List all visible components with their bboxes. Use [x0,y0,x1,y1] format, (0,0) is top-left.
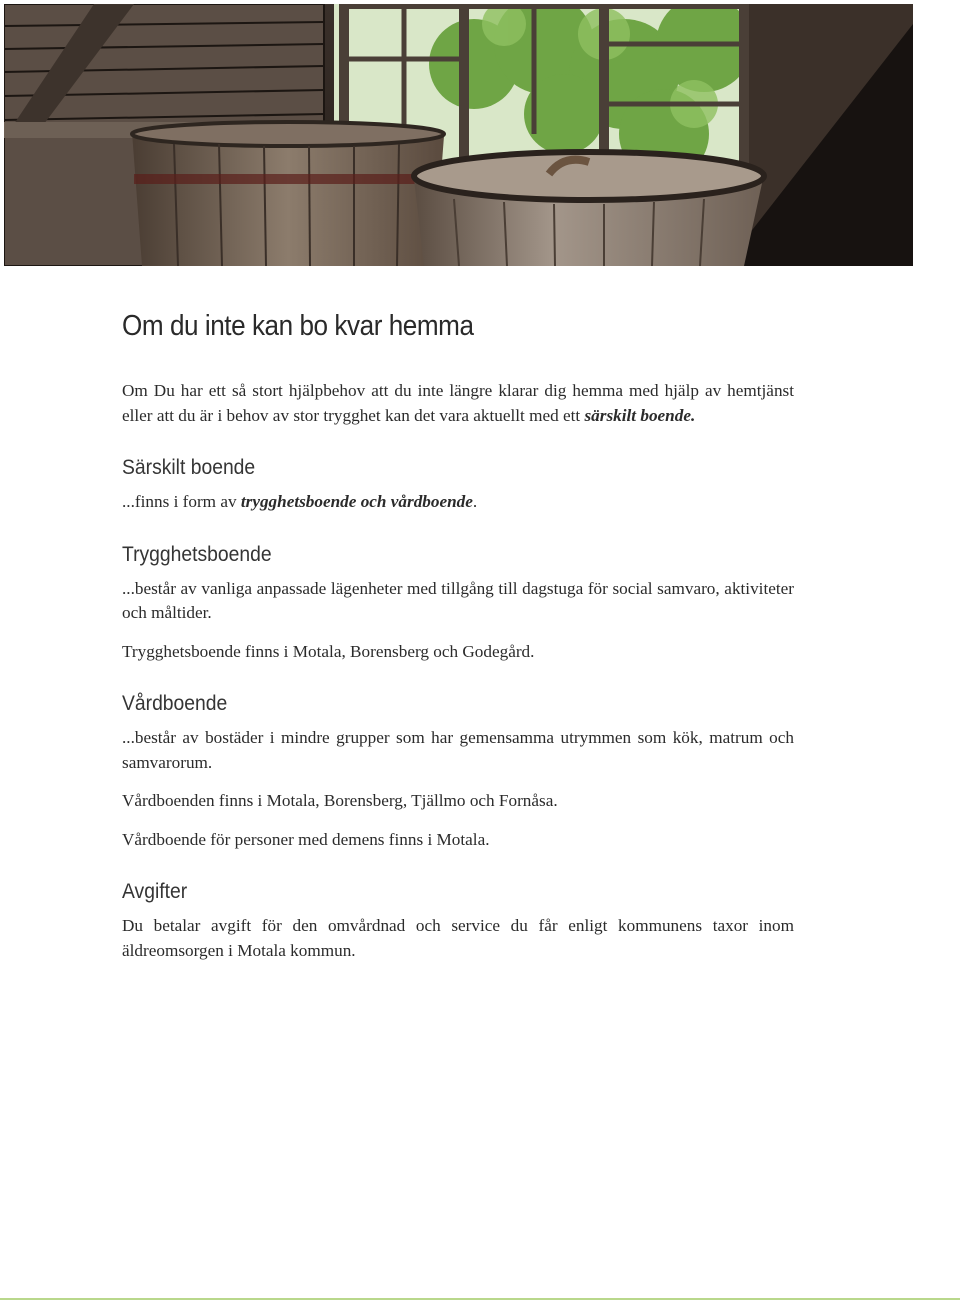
avgifter-paragraph: Du betalar avgift för den omvårdnad och service du får enligt kommunens taxor inom äldreomsorgen i Motala kommun. [122,916,794,960]
trygghetsboende-paragraph-1: ...består av vanliga anpassade lägenheter med tillgång till dagstuga för social samvaro, aktiviteter och måltider. [122,578,794,622]
trygghetsboende-paragraph-2: Trygghetsboende finns i Motala, Borensberg och Godegård. [122,641,535,661]
vardboende-paragraph-2: Vårdboenden finns i Motala, Borensberg, Tjällmo och Fornåsa. [122,791,558,810]
sarskilt-end: . [472,492,478,511]
footer-rule [0,1298,960,1300]
sarskilt-boende-paragraph [122,490,794,515]
heading-vardboende: Vårdboende [122,692,228,715]
heading-trygghetsboende: Trygghetsboende [122,542,272,566]
intro-paragraph [122,379,794,428]
intro-emphasis: särskilt boende. [584,405,696,425]
sarskilt-emphasis: trygghetsboende och vårdboende [240,492,473,511]
main-content [122,310,794,977]
header-photo-wooden-barrels [4,4,913,266]
vardboende-paragraph-3: Vårdboende för personer med demens finns i Motala. [122,829,490,849]
vardboende-paragraph-1: ...består av bostäder i mindre grupper som har gemensamma utrymmen som kök, matrum och samvarorum. [122,728,794,772]
heading-avgifter: Avgifter [122,880,188,903]
intro-text: Om Du har ett så stort hjälpbehov att du inte längre klarar dig hemma med hjälp av hemtjänst eller att du är i behov av stor trygghet kan det vara aktuellt med ett [122,381,794,425]
sarskilt-lead: ...finns i form av [122,492,241,511]
page-title: Om du inte kan bo kvar hemma [122,310,474,342]
heading-sarskilt-boende: Särskilt boende [122,456,256,479]
